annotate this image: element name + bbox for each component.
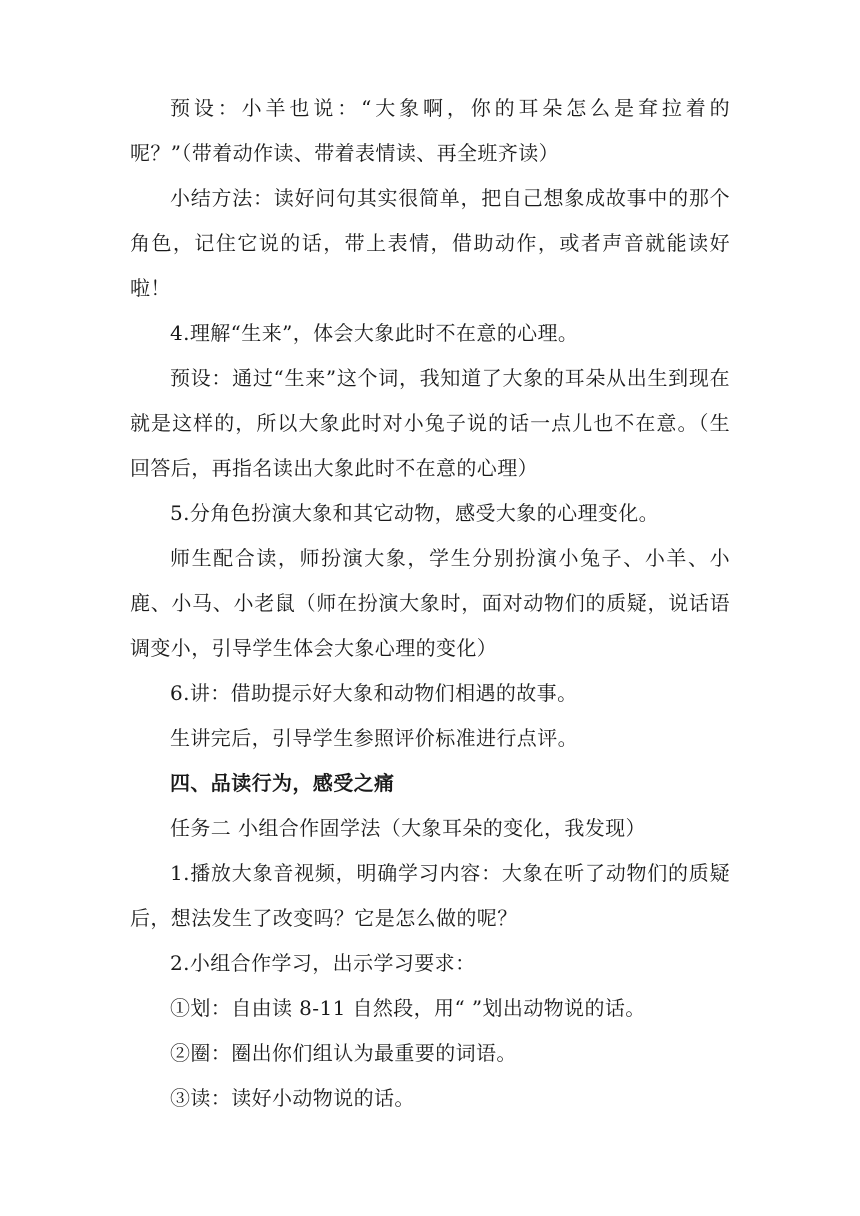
paragraph-step-4: 4.理解“生来”，体会大象此时不在意的心理。 — [170, 321, 579, 345]
paragraph-requirement-read: ③读：读好小动物说的话。 — [170, 1086, 415, 1110]
paragraph-requirement-circle: ②圈：圈出你们组认为最重要的词语。 — [170, 1041, 517, 1065]
paragraph-step-6: 6.讲：借助提示好大象和动物们相遇的故事。 — [170, 681, 578, 705]
paragraph-step-5: 5.分角色扮演大象和其它动物，感受大象的心理变化。 — [170, 501, 660, 525]
paragraph-evaluation: 生讲完后，引导学生参照评价标准进行点评。 — [170, 726, 578, 750]
document-body — [130, 86, 730, 1121]
paragraph-preset-shenglai: 预设：通过“生来”这个词，我知道了大象的耳朵从出生到现在就是这样的，所以大象此时对小兔子说的话一点儿也不在意。（生回答后，再指名读出大象此时不在意的心理） — [130, 366, 730, 480]
paragraph-preset-lamb: 预设：小羊也说：“大象啊，你的耳朵怎么是耷拉着的呢？”（带着动作读、带着表情读、再全班齐读） — [130, 96, 730, 165]
paragraph-step-2-group: 2.小组合作学习，出示学习要求： — [170, 951, 476, 975]
paragraph-step-1-video: 1.播放大象音视频，明确学习内容：大象在听了动物们的质疑后，想法发生了改变吗？它是怎么做的呢？ — [130, 861, 730, 930]
paragraph-task-two: 任务二 小组合作固学法（大象耳朵的变化，我发现） — [170, 816, 646, 840]
paragraph-role-play: 师生配合读，师扮演大象，学生分别扮演小兔子、小羊、小鹿、小马、小老鼠（师在扮演大象时，面对动物们的质疑，说话语调变小，引导学生体会大象心理的变化） — [130, 546, 730, 660]
section-heading-four: 四、品读行为，感受之痛 — [170, 771, 395, 795]
paragraph-requirement-draw: ①划：自由读 8-11 自然段，用“ ”划出动物说的话。 — [170, 996, 646, 1020]
paragraph-summary-method: 小结方法：读好问句其实很简单，把自己想象成故事中的那个角色，记住它说的话，带上表情，借助动作，或者声音就能读好啦！ — [130, 186, 730, 300]
